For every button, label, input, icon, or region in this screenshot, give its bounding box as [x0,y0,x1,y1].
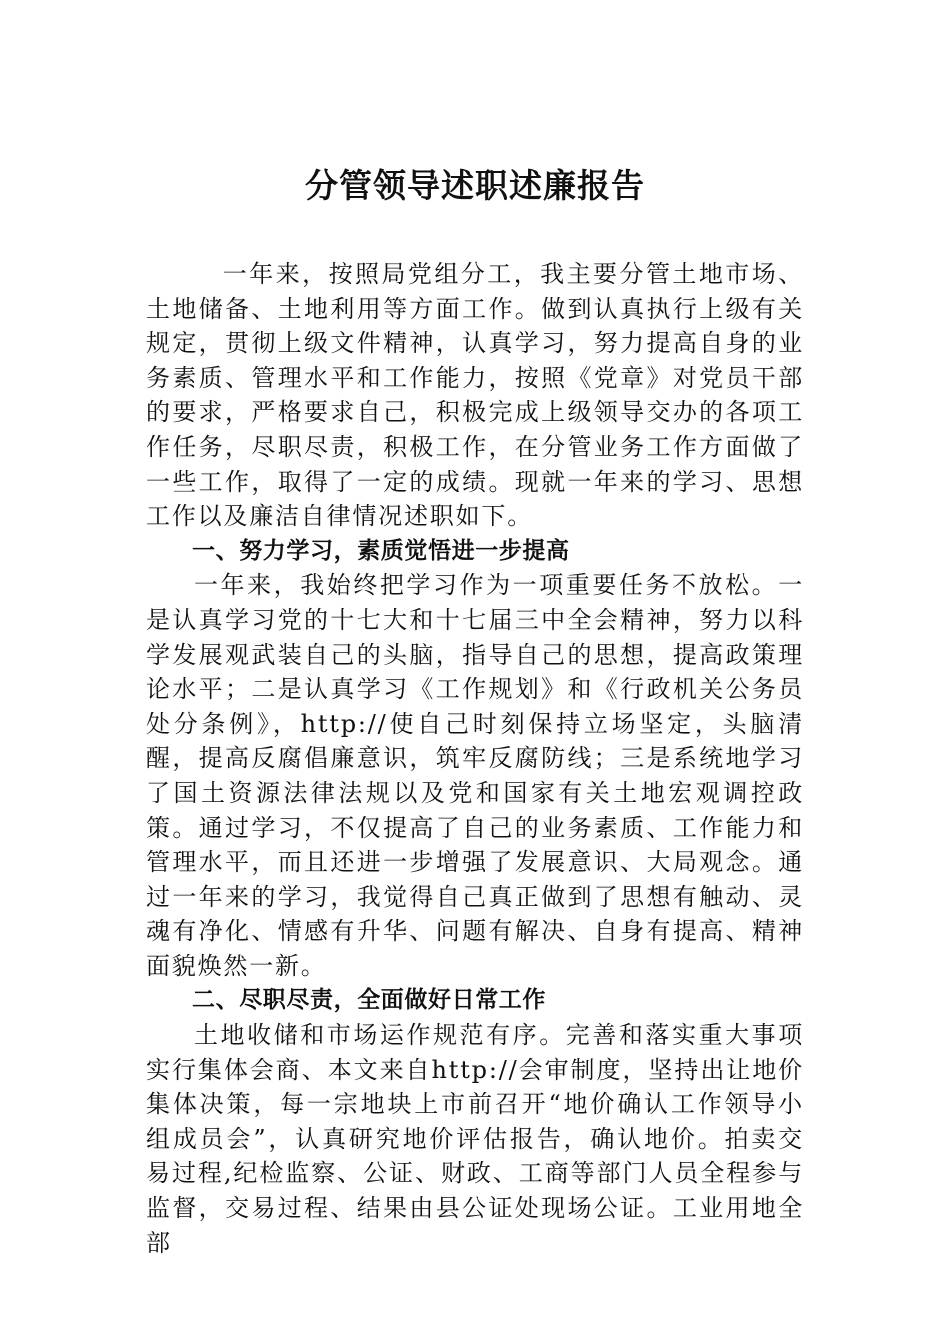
document-title: 分管领导述职述廉报告 [305,166,645,205]
document-body [146,257,804,1260]
intro-paragraph: 一年来，按照局党组分工，我主要分管土地市场、土地储备、土地利用等方面工作。做到认真执行上级有关规定，贯彻上级文件精神，认真学习，努力提高自身的业务素质、管理水平和工作能力，按照《党章》对党员干部的要求，严格要求自己，积极完成上级领导交办的各项工作任务，尽职尽责，积极工作，在分管业务工作方面做了一些工作，取得了一定的成绩。现就一年来的学习、思想工作以及廉洁自律情况述职如下。 [146,260,804,531]
section-heading-2: 二、尽职尽责，全面做好日常工作 [192,987,546,1014]
section-1-paragraph: 一年来，我始终把学习作为一项重要任务不放松。一是认真学习党的十七大和十七届三中全会精神，努力以科学发展观武装自己的头脑，指导自己的思想，提高政策理论水平；二是认真学习《工作规划》和《行政机关公务员处分条例》，http://使自己时刻保持立场坚定，头脑清醒，提高反腐倡廉意识，筑牢反腐防线；三是系统地学习了国土资源法律法规以及党和国家有关土地宏观调控政策。通过学习，不仅提高了自己的业务素质、工作能力和管理水平，而且还进一步增强了发展意识、大局观念。通过一年来的学习，我觉得自己真正做到了思想有触动、灵魂有净化、情感有升华、问题有解决、自身有提高、精神面貌焕然一新。 [146,571,804,980]
section-heading-1: 一、努力学习，素质觉悟进一步提高 [192,537,570,564]
section-2-paragraph: 土地收储和市场运作规范有序。完善和落实重大事项实行集体会商、本文来自http://会审制度，坚持出让地价集体决策，每一宗地块上市前召开“地价确认工作领导小组成员会”，认真研究地价评估报告，确认地价。拍卖交易过程,纪检监察、公证、财政、工商等部门人员全程参与监督，交易过程、结果由县公证处现场公证。工业用地全部 [146,1021,804,1257]
